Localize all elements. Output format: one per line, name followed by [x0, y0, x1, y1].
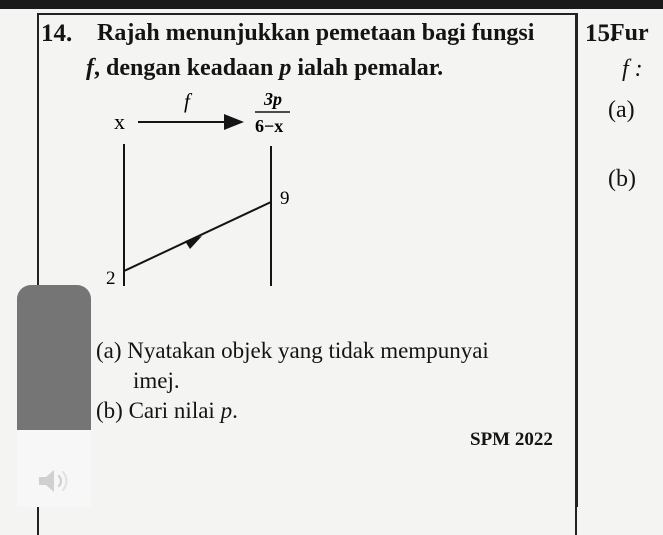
part-a-line1 [96, 338, 489, 364]
part-a-line2: imej. [133, 368, 180, 393]
source-citation: SPM 2022 [470, 429, 553, 450]
domain-label-x: x [114, 109, 125, 134]
top-edge-bar [0, 0, 663, 9]
part-a-text: Nyatakan objek yang tidak mempunyai [127, 338, 489, 363]
question-15-number: 15. [585, 20, 617, 47]
part-a-label: (a) [96, 338, 122, 363]
mapping-arrow-label: f [184, 89, 190, 113]
mapping-line [124, 202, 271, 271]
question-14-number: 14. [41, 20, 73, 47]
question-14-line2-end: ialah pemalar. [291, 55, 444, 81]
question-14-line1: Rajah menunjukkan pemetaan bagi fungsi [97, 20, 535, 46]
fraction-denominator: 6−x [255, 116, 284, 136]
domain-value-2: 2 [106, 268, 116, 289]
question-14-line2-mid: , dengan keadaan [94, 55, 280, 81]
speaker-icon[interactable] [37, 466, 77, 496]
part-b-p-symbol: p [220, 398, 233, 423]
part-b-label: (b) [96, 398, 123, 423]
part-b-line [96, 398, 238, 424]
question-14-line2 [86, 55, 443, 82]
part-b-text: Cari nilai [128, 398, 221, 423]
mapping-diagram [100, 86, 300, 296]
part-b-end: . [232, 398, 238, 423]
volume-slider-fill[interactable] [17, 285, 91, 430]
question-15-function-line: f : [622, 56, 643, 82]
function-f-symbol: f [86, 55, 94, 81]
column-divider [576, 13, 578, 507]
fraction-numerator: 3p [264, 89, 282, 109]
constant-p-symbol: p [279, 55, 292, 81]
codomain-value-9: 9 [280, 188, 290, 209]
question-15-text: Fur [610, 20, 649, 46]
question-15-part-a: (a) [608, 97, 635, 123]
question-15-part-b: (b) [608, 166, 636, 192]
